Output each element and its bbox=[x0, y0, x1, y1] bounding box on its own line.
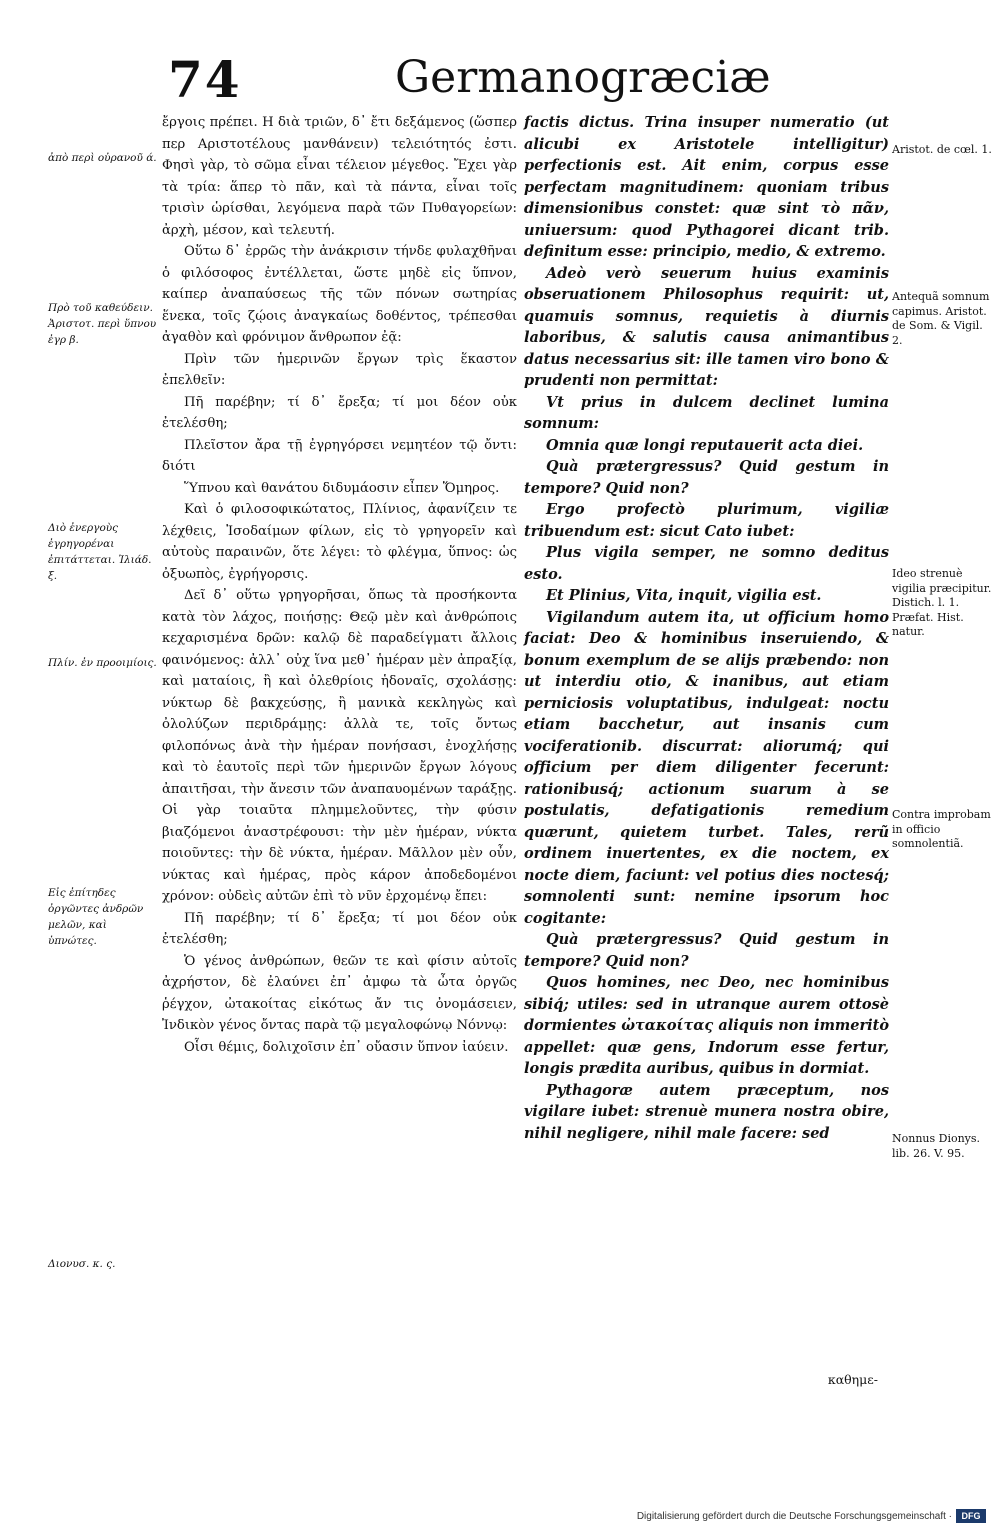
latin-paragraph: Quà prætergressus? Quid gestum in tempore? Quid non? bbox=[524, 931, 889, 970]
running-title: Germanogræciæ bbox=[395, 52, 771, 103]
latin-paragraph: Et Plinius, Vita, inquit, vigilia est. bbox=[546, 587, 822, 604]
margin-note-left: Διὸ ἐνεργοὺς ἐγρηγορέναι ἐπιτάττεται. Ἰλιάδ. ξ. bbox=[48, 522, 152, 582]
greek-paragraph: Πῆ παρέβην; τί δ᾽ ἔρεξα; τί μοι δέον οὐκ ἐτελέσθη; bbox=[162, 394, 517, 431]
funding-notice: Digitalisierung gefördert durch die Deutsche Forschungsgemeinschaft · bbox=[636, 1511, 952, 1522]
page-number: 74 bbox=[168, 50, 242, 109]
margin-note-right: Antequã somnum capimus. Aristot. de Som. & Vigil. 2. bbox=[892, 290, 990, 347]
greek-paragraph: Πῆ παρέβην; τί δ᾽ ἔρεξα; τί μοι δέον οὐκ ἐτελέσθη; bbox=[162, 910, 517, 947]
latin-paragraph: Quà prætergressus? Quid gestum in tempore? Quid non? bbox=[524, 458, 889, 497]
margin-note-right: Contra improbam in officio somnolentiã. bbox=[892, 808, 991, 850]
margin-note-right: Nonnus Dionys. lib. 26. V. 95. bbox=[892, 1132, 981, 1160]
greek-column bbox=[162, 112, 517, 1058]
latin-paragraph: Vigilandum autem ita, ut officium homo faciat: Deo & hominibus inseruiendo, & bonum exemplum de se alijs præbendo: non ut interdiu otio, & inanibus, aut etiam perniciosis voluptatibus, indulgeat: noctu etiam bacchetur, aut insanis cum vociferationib. discurrat: aliorumq́; qui officium per diem diligenter fecerunt: rationibusq́; actionum suarum à se postulatis, defatigationis remedium quærunt, quietem turbet. Tales, rerũ ordinem inuertentes, ex die noctem, ex nocte diem, faciunt: vel potius dies noctesq́; somnolenti sunt: nemine ipsorum hoc cogitante: bbox=[524, 608, 889, 927]
latin-column bbox=[524, 112, 889, 1144]
margin-note-left: Πρὸ τοῦ καθεύδειν. Ἀριστοτ. περὶ ὕπνου ἐγρ β. bbox=[48, 302, 157, 346]
greek-paragraph: Οὕτω δ᾽ ἐρρῶς τὴν ἀνάκρισιν τήνδε φυλαχθῆναι ὁ φιλόσοφος ἐντέλλεται, ὥστε μηδὲ εἰς ὕπνον, καίπερ ἀναπαύσεως τῆς τῶν πόνων σωτηρίας ἕνεκα, τοῖς ζῴοις ἀναγκαίως δοθέντος, τρέπεσθαι ἀγαθὸν καὶ φρόνιμον ἄνθρωπον ἐᾷ: bbox=[162, 244, 517, 345]
margin-note-left: Πλίν. ἐν προοιμίοις. bbox=[48, 657, 157, 669]
margin-note-right: Aristot. de cœl. 1. bbox=[892, 143, 992, 156]
catchword: καθημε- bbox=[827, 1372, 878, 1387]
latin-paragraph: Adeò verò seuerum huius examinis obseruationem Philosophus requirit: ut, quamuis somnus, requietis à diurnis laboribus, & salutis causa animantibus datus necessarius sit: ille tamen viro bono & prudenti non permittat: bbox=[524, 264, 889, 389]
latin-paragraph: Quos homines, nec Deo, nec hominibus sibiq́; utiles: sed in utranque aurem ottosè dormientes ὠτακοίτας aliquis non immeritò appellet: quæ gens, Indorum esse fertur, longis prædita auribus, quibus in dormiat. bbox=[524, 974, 889, 1077]
greek-paragraph: ἔργοις πρέπει. Η διὰ τριῶν, δ᾽ ἔτι δεξάμενος (ὥσπερ περ Αριστοτέλους μανθάνειν) τελειότητός ἐστι. Φησὶ γὰρ, τὸ σῶμα εἶναι τέλειον μέγεθος. Ἔχει γὰρ τὰ τρία: ἅπερ τὸ πᾶν, καὶ τὰ πάντα, εἶναι τοῖς τρισὶν ὡρίσθαι, λεγόμενα παρὰ τῶν Πυθαγορείων: ἀρχὴ, μέσον, καὶ τελευτή. bbox=[162, 115, 517, 238]
page-header bbox=[160, 50, 771, 110]
greek-paragraph: Ὕπνου καὶ θανάτου διδυμάοσιν εἶπεν Ὅμηρος. bbox=[184, 480, 500, 496]
margin-note-left: Διονυσ. κ. ς. bbox=[48, 1258, 116, 1270]
greek-paragraph: Δεῖ δ᾽ οὕτω γρηγορῆσαι, ὅπως τὰ προσήκοντα κατὰ τὸν λάχος, ποιήσῃς: Θεῷ μὲν καὶ ἀνθρώποις κεχαρισμένα δρῶν: καλῷ δὲ παραδείγματι ἄλλοις φαινόμενος: ἀλλ᾽ οὐχ ἵνα μεθ᾽ ἡμέραν μὲν ἀπραξίᾳ, καὶ ματαίοις, ἢ καὶ ὀλεθρίοις ἡδοναῖς, σχολάσῃς: νύκτωρ δὲ βακχεύσῃς, ἢ μανικὰ κεκληγὼς καὶ ὀλολύζων περιδράμῃς: ἀλλὰ τε, τοῖς ὄντως φιλοπόνως ἀνὰ τὴν ἡμέραν πονήσασι, ἐνοχλήσῃς καὶ τὸ ἑαυτοῖς περὶ τῶν ἡμερινῶν ἔργων λόγους ἀπαιτῆσαι, τὴν ἄνεσιν τῶν ἀναπαυομένων ταράξῃς. Οἱ γὰρ τοιαῦτα πλημμελοῦντες, τὴν φύσιν βιαζόμενοι ἀναστρέφουσι: τὴν μὲν ἡμέραν, νύκτα ποιοῦντες: τὴν δὲ νύκτα, ἡμέραν. Μᾶλλον μὲν οὖν, νύκτας καὶ ἡμέρας, πρὸς κάρον ἀποδεδομένοι χρόνον: οὐδεὶς αὐτῶν ἐπὶ τὸ νῦν ἐρχομένῳ ἔπει: bbox=[162, 588, 517, 904]
margin-note-left: Εἰς ἐπίτηδες ὀργῶντες ἀνδρῶν μελῶν, καὶ ὑπνώτες. bbox=[48, 887, 144, 947]
margin-note-left: ἀπὸ περὶ οὐρανοῦ ά. bbox=[48, 152, 157, 164]
latin-paragraph: Ergo profectò plurimum, vigiliæ tribuendum est: sicut Cato iubet: bbox=[524, 501, 889, 540]
latin-paragraph: factis dictus. Trina insuper numeratio (ut alicubi ex Aristotele intelligitur) perfectionis est. Ait enim, corpus esse perfectam magnitudinem: quoniam tribus dimensionibus constet: quæ sint τὸ πᾶν, uniuersum: quod Pythagorei dicant trib. definitum esse: principio, medio, & extremo. bbox=[524, 114, 889, 260]
latin-paragraph: Pythagoræ autem præceptum, nos vigilare iubet: strenuè munera nostra obire, nihil negligere, nihil male facere: sed bbox=[524, 1081, 889, 1142]
latin-paragraph: Plus vigila semper, ne somno deditus esto. bbox=[524, 544, 889, 583]
greek-paragraph: Πλεῖστον ἄρα τῇ ἐγρηγόρσει νεμητέον τῷ ὄντι: διότι bbox=[162, 437, 517, 474]
margin-note-right: Ideo strenuè vigilia præcipitur. Distich. l. 1. Præfat. Hist. natur. bbox=[892, 567, 992, 638]
digitization-footer bbox=[0, 1505, 1000, 1529]
greek-paragraph: Πρὶν τῶν ἡμερινῶν ἔργων τρὶς ἕκαστον ἐπελθεῖν: bbox=[162, 351, 517, 388]
dfg-logo: DFG bbox=[956, 1509, 986, 1523]
greek-paragraph: Οἷσι θέμις, δολιχοῖσιν ἐπ᾽ οὔασιν ὕπνον ἰαύειν. bbox=[184, 1039, 509, 1055]
latin-paragraph: Omnia quæ longi reputauerit acta diei. bbox=[546, 436, 864, 454]
latin-paragraph: Vt prius in dulcem declinet lumina somnum: bbox=[524, 393, 889, 432]
greek-paragraph: Καὶ ὁ φιλοσοφικώτατος, Πλίνιος, ἀφανίζειν τε λέχθεις, Ἰσοδαίμων φίλων, εἰς τὸ γρηγορεῖν καὶ αὐτοὺς παραινῶν, ὅτε λέγει: τὸ φλέγμα, ὕπνος: ὡς ὀξυωπὸς, ἐγρήγορσις. bbox=[162, 502, 517, 582]
greek-paragraph: Ὁ γένος ἀνθρώπων, θεῶν τε καὶ φίσιν αὐτοῖς ἀχρήστον, δὲ ἐλαύνει ἐπ᾽ ἀμφω τὰ ὦτα ὀργῶς ῥέγχον, ὠτακοίτας εἰκότως ἄν τις ὀνομάσειεν, Ἰνδικὸν γένος ὄντας παρὰ τῷ μεγαλοφώνῳ Νόννῳ: bbox=[162, 953, 517, 1033]
